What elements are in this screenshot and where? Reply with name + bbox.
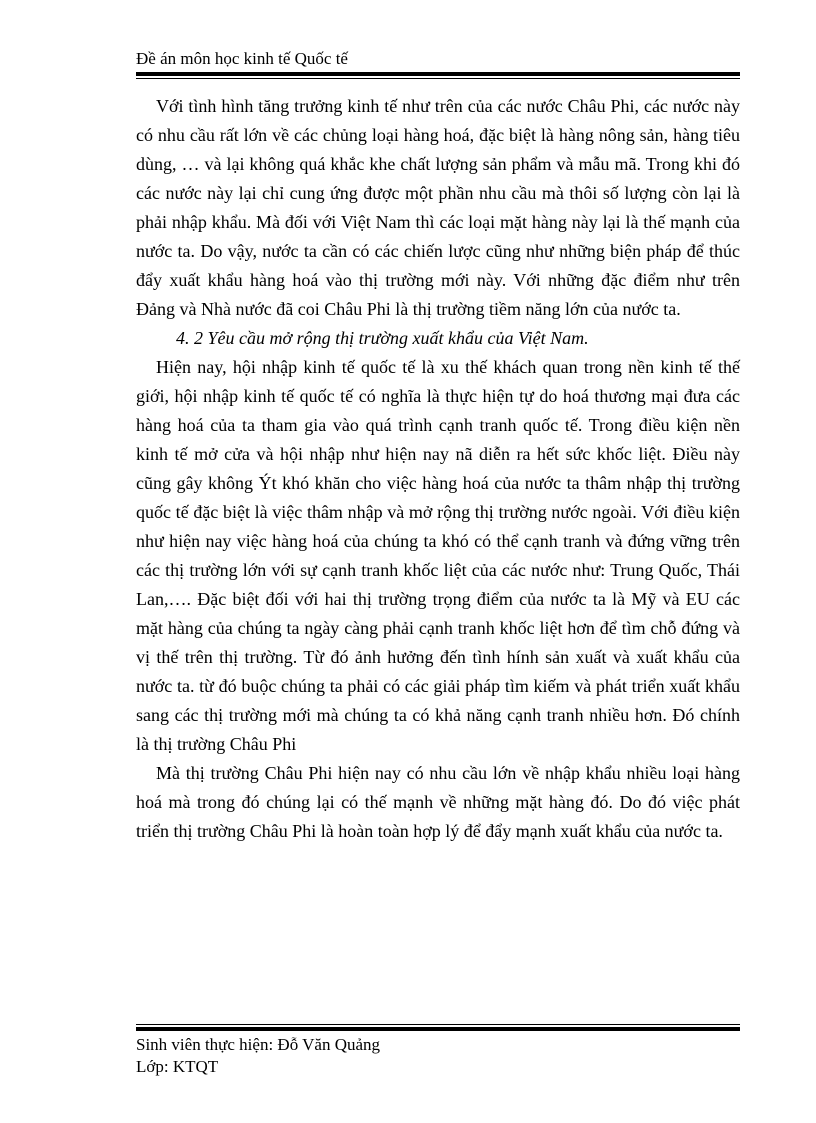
footer — [136, 1034, 380, 1078]
footer-rule-thick — [136, 1027, 740, 1031]
paragraph-3: Mà thị trường Châu Phi hiện nay có nhu cầu lớn về nhập khẩu nhiều loại hàng hoá mà trong đó chúng lại có thế mạnh về những mặt hàng đó. Do đó việc phát triển thị trường Châu Phi là hoàn toàn hợp lý để đẩy mạnh xuất khẩu của nước ta. — [136, 763, 740, 841]
body-text — [136, 92, 740, 846]
header-title: Đề án môn học kinh tế Quốc tế — [136, 49, 348, 68]
class-line: Lớp: KTQT — [136, 1057, 219, 1076]
paragraph-1: Với tình hình tăng trưởng kinh tế như trên của các nước Châu Phi, các nước này có nhu cầu rất lớn về các chủng loại hàng hoá, đặc biệt là hàng nông sản, hàng tiêu dùng, … và lại không quá khắc khe chất lượng sản phẩm và mẫu mã. Trong khi đó các nước này lại chỉ cung ứng được một phần nhu cầu mà thôi số lượng còn lại là phải nhập khẩu. Mà đối với Việt Nam thì các loại mặt hàng này lại là thế mạnh của nước ta. Do vậy, nước ta cần có các chiến lược cũng như những biện pháp để thúc đẩy xuất khẩu hàng hoá vào thị trường mới này. Với những đặc điểm như trên Đảng và Nhà nước đã coi Châu Phi là thị trường tiềm năng lớn của nước ta. — [136, 96, 740, 319]
paragraph-2: Hiện nay, hội nhập kinh tế quốc tế là xu thế khách quan trong nền kinh tế thế giới, hội nhập kinh tế quốc tế có nghĩa là thực hiện tự do hoá thương mại đưa các hàng hoá của ta tham gia vào quá trình cạnh tranh quốc tế. Trong điều kiện nền kinh tế mở cửa và hội nhập như hiện nay nã diễn ra hết sức khốc liệt. Điều này cũng gây không Ýt khó khăn cho việc hàng hoá của nước ta thâm nhập thị trường quốc tế đặc biệt là việc thâm nhập và mở rộng thị trường nước ngoài. Với điều kiện như hiện nay việc hàng hoá của chúng ta khó có thể cạnh tranh và đứng vững trên các thị trường lớn với sự cạnh tranh khốc liệt của các nước như: Trung Quốc, Thái Lan,…. Đặc biệt đối với hai thị trường trọng điểm của nước ta là Mỹ và EU các mặt hàng của chúng ta ngày càng phải cạnh tranh khốc liệt hơn để tìm chỗ đứng và vị thế trên thị trường. Từ đó ảnh hưởng đến tình hính sản xuất và xuất khẩu của nước ta. từ đó buộc chúng ta phải có các giải pháp tìm kiếm và phát triển xuất khẩu sang các thị trường mới mà chúng ta có khả năng cạnh tranh nhiều hơn. Đó chính là thị trường Châu Phi — [136, 357, 740, 754]
section-heading: 4. 2 Yêu cầu mở rộng thị trường xuất khẩu của Việt Nam. — [176, 328, 589, 348]
header-rule-thick — [136, 72, 740, 76]
author-line: Sinh viên thực hiện: Đỗ Văn Quảng — [136, 1035, 381, 1054]
footer-rule-thin — [136, 1024, 740, 1025]
header-rule-thin — [136, 78, 740, 79]
